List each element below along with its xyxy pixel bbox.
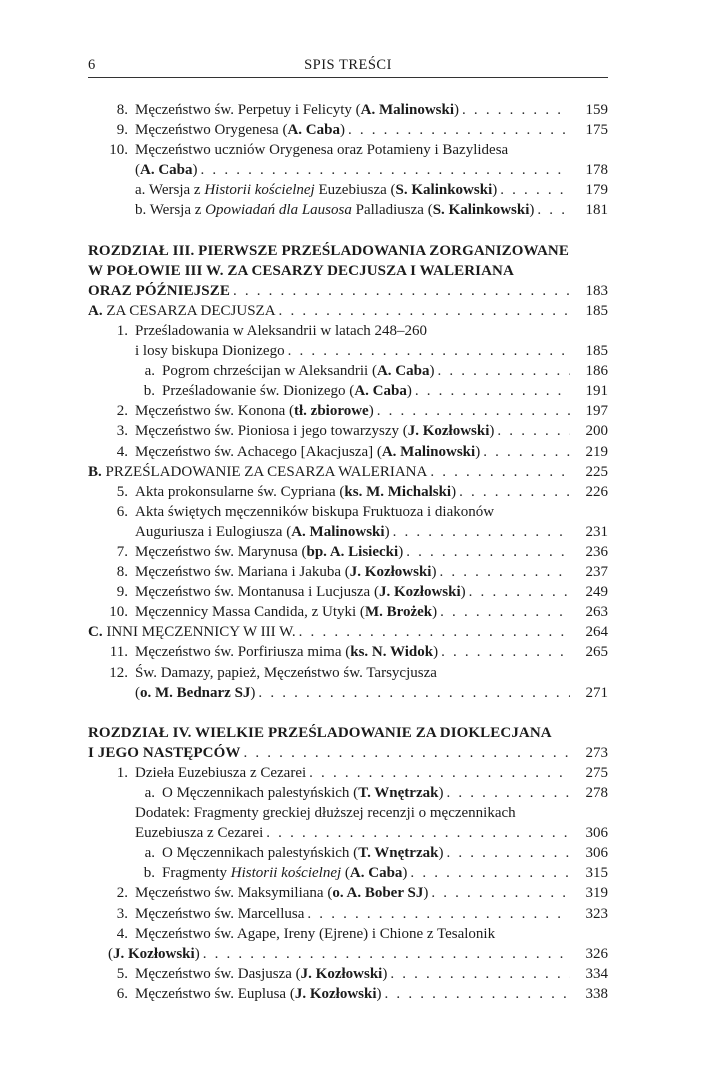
toc-page-number: 159 bbox=[585, 102, 608, 118]
translator-name: tł. zbiorowe bbox=[294, 403, 369, 420]
toc-entry bbox=[88, 863, 608, 883]
toc-entry-title bbox=[88, 743, 240, 763]
dot-leader bbox=[377, 401, 570, 421]
toc-text: Męczeństwo św. Maksymiliana ( bbox=[135, 885, 333, 902]
work-title: Historii kościelnej bbox=[204, 182, 315, 199]
toc-entry-number: a. bbox=[144, 845, 155, 862]
toc-entry-title bbox=[88, 301, 276, 321]
toc-entry bbox=[88, 964, 608, 984]
toc-entry bbox=[88, 502, 608, 522]
toc-entry-number: 3. bbox=[116, 905, 128, 922]
toc-text: ZA CESARZA DECJUSZA bbox=[102, 302, 276, 319]
toc-entry-title bbox=[135, 160, 198, 180]
toc-text: ) bbox=[489, 423, 495, 440]
dot-leader bbox=[446, 783, 570, 803]
toc-text: ) bbox=[438, 845, 444, 862]
table-of-contents bbox=[88, 100, 608, 1004]
toc-text: ) bbox=[451, 483, 457, 500]
toc-entry-title bbox=[108, 642, 438, 662]
toc-entry bbox=[88, 944, 608, 964]
toc-text: Prześladowania w Aleksandrii w latach 248–260 bbox=[135, 322, 428, 339]
dot-leader bbox=[537, 200, 570, 220]
toc-text: ) bbox=[368, 403, 374, 420]
toc-page-number: 237 bbox=[585, 564, 608, 581]
toc-entry-title bbox=[108, 984, 382, 1004]
dot-leader bbox=[469, 582, 570, 602]
toc-entry bbox=[88, 582, 608, 602]
toc-entry-number: 3. bbox=[116, 423, 128, 440]
toc-entry bbox=[88, 522, 608, 542]
toc-entry bbox=[88, 843, 608, 863]
translator-name: T. Wnętrzak bbox=[358, 845, 439, 862]
dot-leader bbox=[348, 120, 570, 140]
translator-name: ks. M. Michalski bbox=[344, 483, 452, 500]
toc-entry bbox=[88, 803, 608, 823]
toc-entry-number: 2. bbox=[116, 885, 128, 902]
toc-text: Męczeństwo św. Mariana i Jakuba ( bbox=[135, 564, 350, 581]
toc-page-number: 278 bbox=[585, 785, 608, 801]
toc-entry-title bbox=[108, 502, 494, 522]
toc-text: ) bbox=[384, 523, 390, 540]
dot-leader bbox=[415, 381, 570, 401]
toc-entry-title bbox=[108, 924, 495, 944]
toc-entry-title bbox=[88, 261, 514, 281]
toc-entry bbox=[88, 381, 608, 401]
toc-page-number: 197 bbox=[585, 403, 608, 420]
toc-text: b. Wersja z bbox=[135, 202, 206, 219]
toc-text: Męczeństwo św. Marynusa ( bbox=[135, 543, 307, 560]
toc-page-number: 263 bbox=[585, 604, 608, 621]
toc-entry bbox=[88, 904, 608, 924]
toc-text: Dzieła Euzebiusza z Cezarei bbox=[135, 764, 307, 781]
dot-leader bbox=[441, 642, 570, 662]
toc-text: ) bbox=[398, 543, 404, 560]
toc-entry-title bbox=[88, 241, 569, 261]
toc-page-number: 334 bbox=[585, 965, 608, 982]
toc-page-number: 265 bbox=[585, 644, 608, 661]
dot-leader bbox=[390, 964, 570, 984]
toc-text: Euzebiusza z Cezarei bbox=[135, 825, 264, 842]
toc-page-number: 183 bbox=[585, 282, 608, 299]
toc-entry-title bbox=[108, 140, 508, 160]
toc-entry-title bbox=[88, 462, 427, 482]
toc-entry-title bbox=[108, 120, 345, 140]
toc-entry bbox=[88, 924, 608, 944]
dot-leader bbox=[497, 421, 570, 441]
toc-text: ) bbox=[423, 885, 429, 902]
toc-entry-title bbox=[108, 562, 436, 582]
toc-text: Św. Damazy, papież, Męczeństwo św. Tarsycjusza bbox=[135, 664, 437, 681]
toc-text: Męczeństwo św. Porfiriusza mima ( bbox=[135, 644, 351, 661]
toc-entry-title bbox=[135, 381, 412, 401]
dot-leader bbox=[203, 944, 570, 964]
toc-entry-title bbox=[108, 100, 459, 120]
toc-text: Palladiusza ( bbox=[351, 202, 433, 219]
toc-entry-title bbox=[108, 421, 494, 441]
toc-text: Męczeństwo św. Perpetuy i Felicyty ( bbox=[135, 102, 361, 118]
running-title: SPIS TREŚCI bbox=[304, 57, 392, 73]
translator-name: A. bbox=[88, 302, 103, 319]
dot-leader bbox=[410, 863, 570, 883]
toc-text: INNI MĘCZENNICY W III W. bbox=[102, 624, 296, 641]
toc-entry-title bbox=[108, 944, 200, 964]
toc-entry-number: a. bbox=[144, 785, 155, 801]
toc-text: i losy biskupa Dionizego bbox=[135, 343, 285, 360]
toc-page-number: 306 bbox=[585, 845, 608, 862]
toc-text: ) bbox=[431, 564, 437, 581]
toc-entry bbox=[88, 683, 608, 703]
toc-page-number: 306 bbox=[585, 825, 608, 842]
toc-text: Pogrom chrześcijan w Aleksandrii ( bbox=[162, 363, 377, 380]
toc-entry-title bbox=[108, 582, 466, 602]
toc-text: ) bbox=[492, 182, 498, 199]
toc-text: ( bbox=[108, 945, 113, 962]
dot-leader bbox=[279, 301, 570, 321]
toc-entry bbox=[88, 301, 608, 321]
toc-entry-title bbox=[108, 964, 387, 984]
toc-entry-title bbox=[135, 361, 434, 381]
toc-entry bbox=[88, 642, 608, 662]
translator-name: A. Caba bbox=[354, 383, 407, 400]
dot-leader bbox=[439, 562, 570, 582]
toc-entry bbox=[88, 200, 608, 220]
toc-text: ) bbox=[475, 443, 481, 460]
toc-entry-title bbox=[108, 883, 428, 903]
toc-entry bbox=[88, 160, 608, 180]
toc-page-number: 179 bbox=[585, 182, 608, 199]
toc-entry bbox=[88, 723, 608, 743]
toc-text: ) bbox=[432, 604, 438, 621]
toc-text: ) bbox=[406, 383, 412, 400]
toc-entry-number: 1. bbox=[116, 322, 128, 339]
toc-entry-title bbox=[108, 321, 427, 341]
toc-text: Męczeństwo Orygenesa ( bbox=[135, 122, 288, 139]
toc-text: ) bbox=[433, 644, 439, 661]
dot-leader bbox=[446, 843, 570, 863]
toc-text: PRZEŚLADOWANIE ZA CESARZA WALERIANA bbox=[101, 463, 428, 480]
toc-page-number: 271 bbox=[585, 684, 608, 701]
toc-entry-title bbox=[108, 663, 437, 683]
translator-name: C. bbox=[88, 624, 103, 641]
toc-entry-title bbox=[135, 783, 443, 803]
toc-text: ) bbox=[382, 965, 388, 982]
work-title: Historii kościelnej bbox=[230, 865, 342, 882]
toc-entry bbox=[88, 361, 608, 381]
toc-text: ) bbox=[529, 202, 535, 219]
translator-name: J. Kozłowski bbox=[294, 985, 377, 1002]
toc-entry bbox=[88, 341, 608, 361]
translator-name: A. Caba bbox=[140, 162, 193, 179]
toc-entry bbox=[88, 763, 608, 783]
toc-text: Męczeństwo św. Pioniosa i jego towarzyszy ( bbox=[135, 423, 408, 440]
toc-entry bbox=[88, 442, 608, 462]
toc-page-number: 249 bbox=[585, 584, 608, 601]
toc-text: ) bbox=[454, 102, 460, 118]
toc-entry-title bbox=[135, 683, 255, 703]
toc-entry bbox=[88, 180, 608, 200]
chapter-heading: W POŁOWIE III W. ZA CESARZY DECJUSZA I WALERIANA bbox=[88, 262, 514, 279]
chapter-heading: ROZDZIAŁ III. PIERWSZE PRZEŚLADOWANIA ZORGANIZOWANE bbox=[88, 242, 569, 259]
dot-leader bbox=[459, 482, 570, 502]
toc-entry bbox=[88, 401, 608, 421]
toc-text: O Męczennikach palestyńskich ( bbox=[162, 845, 359, 862]
toc-entry bbox=[88, 321, 608, 341]
toc-entry-number: b. bbox=[143, 865, 155, 882]
dot-leader bbox=[299, 622, 570, 642]
translator-name: o. A. Bober SJ bbox=[332, 885, 424, 902]
toc-page-number: 185 bbox=[585, 302, 608, 319]
toc-text: Auguriusza i Eulogiusza ( bbox=[135, 523, 292, 540]
dot-leader bbox=[309, 763, 570, 783]
toc-entry bbox=[88, 421, 608, 441]
translator-name: J. Kozłowski bbox=[349, 564, 432, 581]
toc-entry-title bbox=[108, 442, 480, 462]
page-number: 6 bbox=[88, 57, 96, 73]
toc-text: Męczeństwo św. Agape, Ireny (Ejrene) i Chione z Tesalonik bbox=[135, 925, 496, 942]
toc-text: ) bbox=[250, 684, 256, 701]
toc-entry-number: 4. bbox=[116, 443, 128, 460]
toc-page-number: 186 bbox=[585, 363, 608, 380]
toc-text: Męczeństwo św. Achacego [Akacjusza] ( bbox=[135, 443, 382, 460]
toc-entry-title bbox=[108, 542, 403, 562]
translator-name: S. Kalinkowski bbox=[395, 182, 493, 199]
toc-entry bbox=[88, 482, 608, 502]
toc-text: Akta prokonsularne św. Cypriana ( bbox=[135, 483, 345, 500]
toc-entry bbox=[88, 823, 608, 843]
toc-entry-number: 2. bbox=[116, 403, 128, 420]
translator-name: o. M. Bednarz SJ bbox=[140, 684, 251, 701]
chapter-heading: ROZDZIAŁ IV. WIELKIE PRZEŚLADOWANIE ZA DIOKLECJANA bbox=[88, 724, 552, 741]
dot-leader bbox=[288, 341, 570, 361]
translator-name: A. Malinowski bbox=[381, 443, 476, 460]
toc-entry-title bbox=[108, 904, 304, 924]
toc-entry-title bbox=[108, 401, 374, 421]
translator-name: ks. N. Widok bbox=[350, 644, 434, 661]
toc-text: Męczeństwo św. Marcellusa bbox=[135, 905, 305, 922]
toc-entry bbox=[88, 622, 608, 642]
dot-leader bbox=[243, 743, 570, 763]
translator-name: T. Wnętrzak bbox=[358, 785, 439, 801]
toc-text: ( bbox=[341, 865, 350, 882]
dot-leader bbox=[462, 100, 570, 120]
toc-text: Męczeństwo św. Konona ( bbox=[135, 403, 294, 420]
toc-entry-number: 4. bbox=[116, 925, 128, 942]
toc-entry-number: 7. bbox=[116, 543, 128, 560]
toc-page-number: 326 bbox=[585, 945, 608, 962]
dot-leader bbox=[430, 462, 570, 482]
translator-name: A. Malinowski bbox=[360, 102, 455, 118]
translator-name: B. bbox=[88, 463, 102, 480]
translator-name: A. Caba bbox=[349, 865, 403, 882]
toc-text: Męczeństwo św. Montanusa i Lucjusza ( bbox=[135, 584, 379, 601]
toc-page-number: 178 bbox=[585, 162, 608, 179]
toc-entry-number: 9. bbox=[116, 584, 128, 601]
translator-name: A. Caba bbox=[376, 363, 430, 380]
toc-page-number: 200 bbox=[585, 423, 608, 440]
toc-entry-title bbox=[135, 522, 390, 542]
dot-leader bbox=[201, 160, 570, 180]
toc-page-number: 231 bbox=[585, 523, 608, 540]
dot-leader bbox=[406, 542, 570, 562]
toc-page-number: 323 bbox=[585, 905, 608, 922]
section-gap bbox=[88, 221, 608, 241]
toc-text: Akta świętych męczenników biskupa Fruktuoza i diakonów bbox=[135, 503, 495, 520]
toc-page-number: 185 bbox=[585, 343, 608, 360]
translator-name: M. Brożek bbox=[364, 604, 433, 621]
toc-text: ) bbox=[402, 865, 408, 882]
toc-text: ( bbox=[135, 162, 140, 179]
toc-entry bbox=[88, 602, 608, 622]
dot-leader bbox=[437, 361, 570, 381]
translator-name: A. Caba bbox=[287, 122, 340, 139]
toc-page-number: 225 bbox=[585, 463, 608, 480]
toc-entry bbox=[88, 542, 608, 562]
dot-leader bbox=[440, 602, 570, 622]
toc-text: Męczeństwo św. Dasjusza ( bbox=[135, 965, 301, 982]
toc-entry-title bbox=[135, 823, 263, 843]
dot-leader bbox=[385, 984, 570, 1004]
translator-name: J. Kozłowski bbox=[300, 965, 383, 982]
toc-entry-number: 8. bbox=[116, 564, 128, 581]
toc-entry bbox=[88, 462, 608, 482]
toc-entry-title bbox=[135, 180, 497, 200]
toc-entry bbox=[88, 883, 608, 903]
toc-page-number: 191 bbox=[585, 383, 608, 400]
toc-page-number: 226 bbox=[585, 483, 608, 500]
toc-text: Prześladowanie św. Dionizego ( bbox=[162, 383, 355, 400]
dot-leader bbox=[431, 883, 570, 903]
toc-entry-title bbox=[135, 200, 534, 220]
toc-entry-number: 1. bbox=[116, 764, 128, 781]
translator-name: S. Kalinkowski bbox=[432, 202, 530, 219]
toc-entry-number: 5. bbox=[116, 965, 128, 982]
dot-leader bbox=[500, 180, 570, 200]
running-header bbox=[88, 53, 608, 78]
toc-entry bbox=[88, 562, 608, 582]
toc-text: Euzebiusza ( bbox=[314, 182, 396, 199]
work-title: Opowiadań dla Lausosa bbox=[205, 202, 352, 219]
toc-entry-title bbox=[135, 341, 285, 361]
toc-entry-number: 10. bbox=[109, 604, 128, 621]
toc-page-number: 275 bbox=[585, 764, 608, 781]
dot-leader bbox=[266, 823, 570, 843]
toc-page-number: 264 bbox=[585, 624, 608, 641]
toc-page-number: 319 bbox=[585, 885, 608, 902]
toc-text: Męczennicy Massa Candida, z Utyki ( bbox=[135, 604, 365, 621]
section-gap bbox=[88, 703, 608, 723]
toc-entry-number: a. bbox=[144, 363, 155, 380]
toc-page-number: 175 bbox=[585, 122, 608, 139]
toc-entry bbox=[88, 100, 608, 120]
dot-leader bbox=[483, 442, 570, 462]
toc-entry bbox=[88, 241, 608, 261]
toc-page-number: 181 bbox=[585, 202, 608, 219]
toc-page-number: 315 bbox=[585, 865, 608, 882]
toc-text: Fragmenty bbox=[162, 865, 231, 882]
translator-name: J. Kozłowski bbox=[407, 423, 490, 440]
toc-page-number: 236 bbox=[585, 543, 608, 560]
toc-text: Męczeństwo uczniów Orygenesa oraz Potamieny i Bazylidesa bbox=[135, 142, 509, 159]
toc-entry-title bbox=[88, 622, 296, 642]
toc-entry bbox=[88, 120, 608, 140]
dot-leader bbox=[393, 522, 570, 542]
toc-entry-number: 10. bbox=[109, 142, 128, 159]
toc-page-number: 338 bbox=[585, 985, 608, 1002]
toc-entry bbox=[88, 984, 608, 1004]
toc-entry-title bbox=[108, 763, 306, 783]
translator-name: bp. A. Lisiecki bbox=[306, 543, 399, 560]
toc-entry bbox=[88, 663, 608, 683]
toc-entry-number: 6. bbox=[116, 985, 128, 1002]
toc-text: ) bbox=[194, 945, 200, 962]
toc-entry-number: b. bbox=[143, 383, 155, 400]
toc-text: ) bbox=[429, 363, 435, 380]
dot-leader bbox=[307, 904, 570, 924]
toc-entry bbox=[88, 743, 608, 763]
toc-entry-title bbox=[108, 482, 456, 502]
toc-entry-title bbox=[108, 602, 437, 622]
toc-entry-number: 8. bbox=[116, 102, 128, 118]
dot-leader bbox=[233, 281, 570, 301]
toc-text: ) bbox=[339, 122, 345, 139]
chapter-heading: ORAZ PÓŹNIEJSZE bbox=[88, 282, 230, 299]
toc-entry bbox=[88, 261, 608, 281]
toc-text: O Męczennikach palestyńskich ( bbox=[162, 785, 359, 801]
toc-text: Dodatek: Fragmenty greckiej dłuższej recenzji o męczennikach bbox=[135, 805, 516, 822]
chapter-heading: I JEGO NASTĘPCÓW bbox=[88, 744, 241, 761]
toc-text: ) bbox=[460, 584, 466, 601]
toc-entry bbox=[88, 140, 608, 160]
toc-entry bbox=[88, 783, 608, 803]
toc-text: ) bbox=[192, 162, 198, 179]
translator-name: J. Kozłowski bbox=[113, 945, 195, 962]
toc-entry-title bbox=[135, 863, 407, 883]
toc-text: a. Wersja z bbox=[135, 182, 205, 199]
dot-leader bbox=[258, 683, 570, 703]
translator-name: J. Kozłowski bbox=[378, 584, 461, 601]
toc-text: ) bbox=[376, 985, 382, 1002]
toc-entry-number: 12. bbox=[109, 664, 128, 681]
toc-entry-number: 11. bbox=[109, 644, 128, 661]
toc-page-number: 219 bbox=[585, 443, 608, 460]
toc-entry-number: 6. bbox=[116, 503, 128, 520]
toc-entry-title bbox=[135, 803, 516, 823]
toc-entry bbox=[88, 281, 608, 301]
toc-entry-number: 5. bbox=[116, 483, 128, 500]
translator-name: A. Malinowski bbox=[291, 523, 385, 540]
toc-text: ) bbox=[438, 785, 444, 801]
toc-entry-title bbox=[88, 281, 230, 301]
toc-text: Męczeństwo św. Euplusa ( bbox=[135, 985, 295, 1002]
toc-entry-number: 9. bbox=[116, 122, 128, 139]
toc-text: ( bbox=[135, 684, 140, 701]
toc-entry-title bbox=[135, 843, 443, 863]
toc-page-number: 273 bbox=[585, 744, 608, 761]
toc-entry-title bbox=[88, 723, 552, 743]
